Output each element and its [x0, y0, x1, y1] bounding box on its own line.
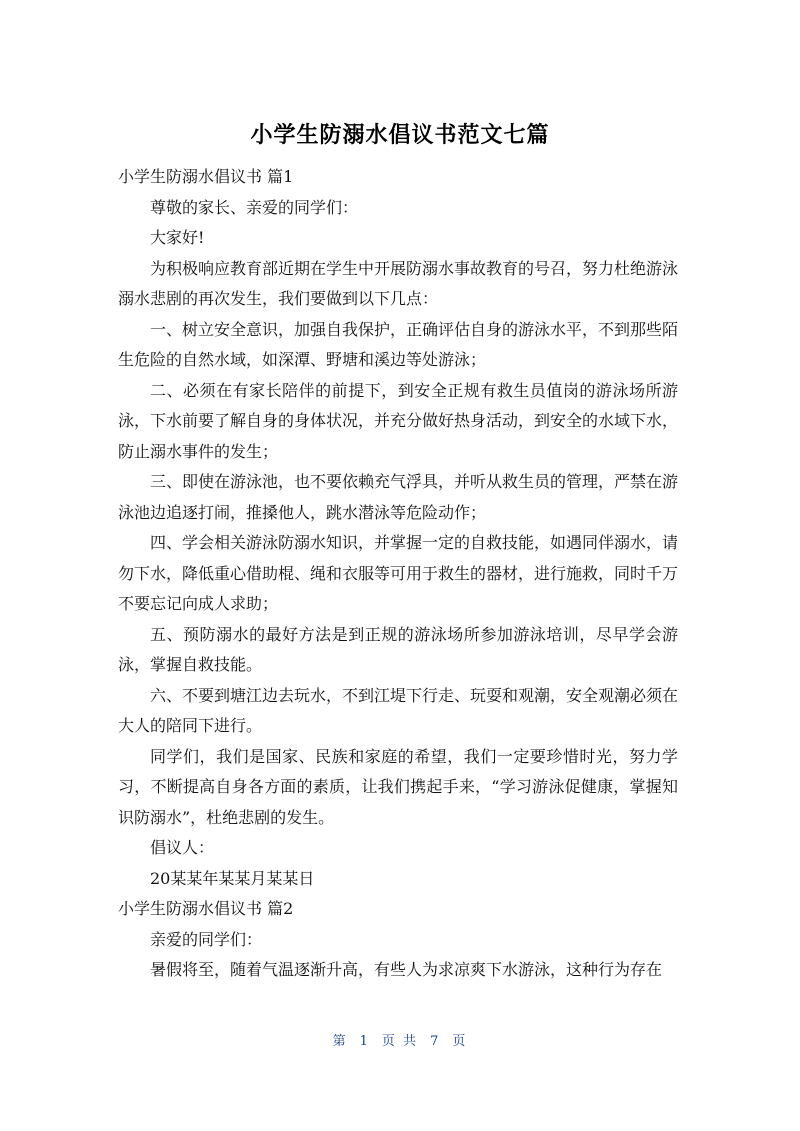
- signature-label: 倡议人：: [150, 838, 215, 857]
- body-paragraph: 为积极响应教育部近期在学生中开展防溺水事故教育的号召，努力杜绝游泳溺水悲剧的再次发生，我们要做到以下几点：: [118, 258, 679, 308]
- body-paragraph: 大家好!: [150, 228, 205, 247]
- footer-page-number: 1: [359, 1034, 370, 1049]
- body-paragraph: 四、学会相关游泳防溺水知识，并掌握一定的自救技能，如遇同伴溺水，请勿下水，降低重心借助棍、绳和衣服等可用于救生的器材，进行施救，同时千万不要忘记向成人求助；: [118, 533, 679, 613]
- date-line: 20某某年某某月某某日: [150, 868, 315, 888]
- footer-prefix: 第: [332, 1034, 348, 1049]
- document-title: 小学生防溺水倡议书范文七篇: [250, 123, 550, 148]
- document-body: [118, 162, 678, 986]
- footer-suffix: 页: [452, 1034, 468, 1049]
- body-paragraph: 六、不要到塘江边去玩水，不到江堤下行走、玩耍和观潮，安全观潮必须在大人的陪同下进行。: [118, 685, 679, 735]
- body-paragraph: 同学们，我们是国家、民族和家庭的希望，我们一定要珍惜时光，努力学习，不断提高自身各方面的素质，让我们携起手来，“学习游泳促健康，掌握知识防溺水”，杜绝悲剧的发生。: [118, 746, 678, 827]
- body-paragraph: 五、预防溺水的最好方法是到正规的游泳场所参加游泳培训，尽早学会游泳，掌握自救技能。: [118, 624, 678, 674]
- body-paragraph: 暑假将至，随着气温逐渐升高，有些人为求凉爽下水游泳，这种行为存在: [150, 960, 663, 979]
- body-paragraph: 一、树立安全意识，加强自我保护，正确评估自身的游泳水平，不到那些陌生危险的自然水域，如深潭、野塘和溪边等处游泳；: [118, 319, 679, 369]
- section-heading: 小学生防溺水倡议书 篇1: [118, 167, 294, 186]
- body-paragraph: 二、必须在有家长陪伴的前提下，到安全正规有救生员值岗的游泳场所游泳，下水前要了解自身的身体状况，并充分做好热身活动，到安全的水域下水，防止溺水事件的发生；: [118, 380, 679, 461]
- footer-middle: 页 共: [381, 1034, 419, 1049]
- section-heading: 小学生防溺水倡议书 篇2: [118, 899, 294, 918]
- body-paragraph: 三、即使在游泳池，也不要依赖充气浮具，并听从救生员的管理，严禁在游泳池边追逐打闹，推搡他人，跳水潜泳等危险动作；: [118, 472, 679, 522]
- body-paragraph: 亲爱的同学们：: [150, 929, 263, 949]
- body-paragraph: 尊敬的家长、亲爱的同学们：: [150, 197, 359, 217]
- page-footer: [0, 1030, 800, 1049]
- footer-total-pages: 7: [430, 1034, 441, 1049]
